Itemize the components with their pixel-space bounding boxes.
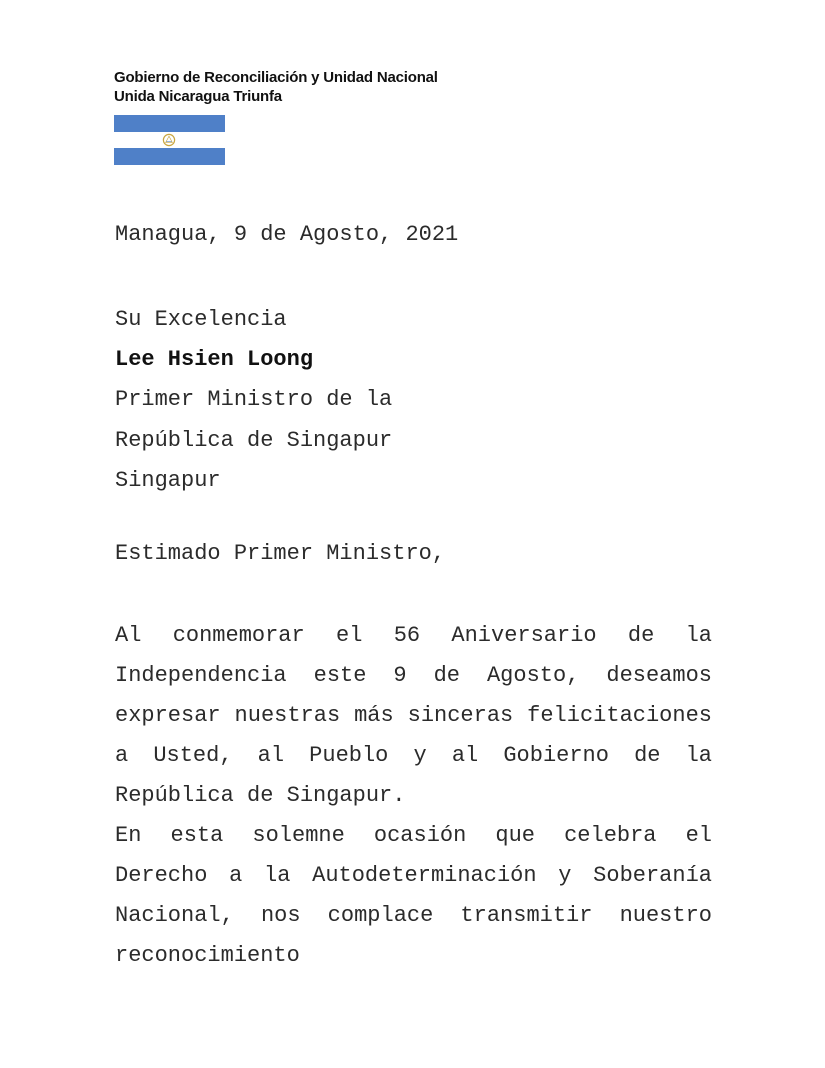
recipient-title: Primer Ministro de la (115, 387, 393, 413)
flag-top-band (114, 115, 225, 132)
coat-of-arms-icon (159, 133, 179, 147)
recipient-honorific: Su Excelencia (115, 307, 287, 332)
letterhead-government-name: Gobierno de Reconciliación y Unidad Nacional (114, 69, 438, 86)
letter-salutation: Estimado Primer Ministro, (115, 541, 446, 566)
recipient-address (115, 300, 712, 501)
recipient-country: República de Singapur (115, 427, 393, 453)
letter-paragraph-1: Al conmemorar el 56 Aniversario de la Independencia este 9 de Agosto, deseamos expresar nuestras más sinceras felicitaciones a Usted, al Pueblo y al Gobierno de la República de Singapur. (115, 623, 712, 808)
flag-bottom-band (114, 148, 225, 165)
recipient-city: Singapur (115, 467, 221, 493)
recipient-name: Lee Hsien Loong (115, 347, 314, 373)
letter-date: Managua, 9 de Agosto, 2021 (115, 222, 459, 247)
letterhead (114, 68, 438, 106)
letterhead-slogan: Unida Nicaragua Triunfa (114, 88, 282, 105)
nicaragua-flag-icon (114, 115, 225, 165)
letter-paragraph-2: En esta solemne ocasión que celebra el Derecho a la Autodeterminación y Soberanía Nacional, nos complace transmitir nuestro reconocimiento (115, 823, 712, 968)
